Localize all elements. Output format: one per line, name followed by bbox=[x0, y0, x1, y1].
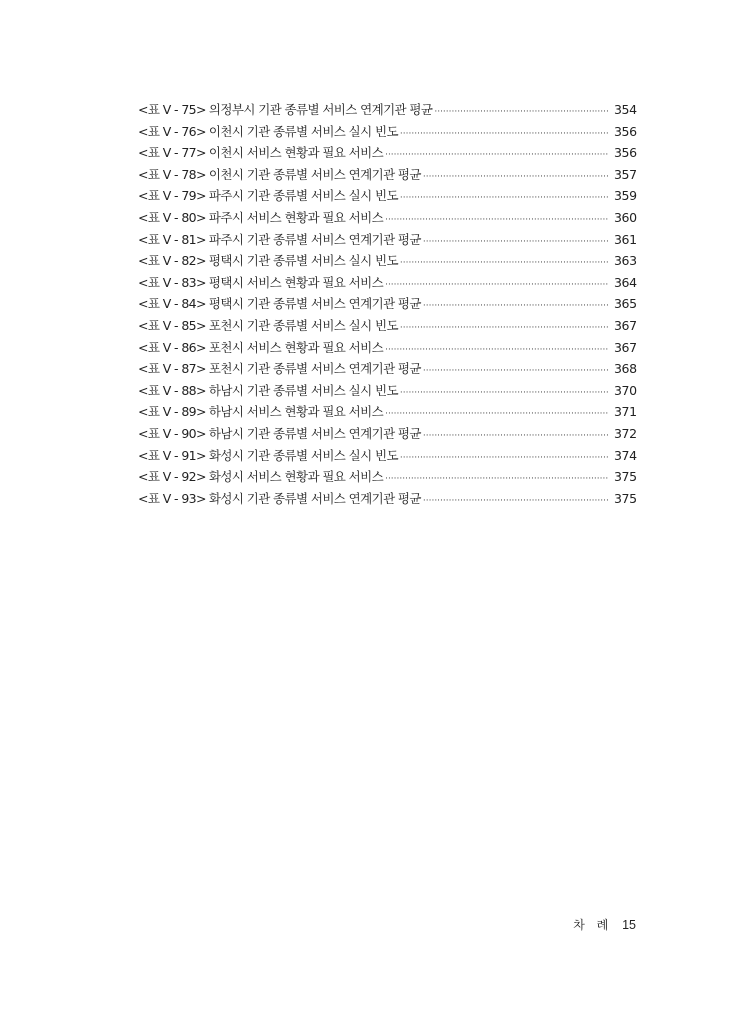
entry-page-number: 364 bbox=[614, 274, 637, 290]
entry-label: <표 Ⅴ - 93> bbox=[138, 490, 206, 506]
entry-label: <표 Ⅴ - 83> bbox=[138, 274, 206, 290]
entry-label: <표 Ⅴ - 81> bbox=[138, 231, 206, 247]
toc-entry bbox=[138, 207, 636, 229]
page-footer bbox=[573, 916, 636, 933]
entry-label: <표 Ⅴ - 91> bbox=[138, 447, 206, 463]
entry-label: <표 Ⅴ - 90> bbox=[138, 425, 206, 441]
entry-page-number: 371 bbox=[614, 404, 637, 420]
entry-label: <표 Ⅴ - 80> bbox=[138, 209, 206, 225]
entry-page-number: 375 bbox=[614, 490, 637, 506]
entry-title: 하남시 기관 종류별 서비스 실시 빈도 bbox=[208, 382, 398, 398]
entry-page-number: 361 bbox=[614, 231, 637, 247]
entry-label: <표 Ⅴ - 92> bbox=[138, 469, 206, 485]
entry-page-number: 363 bbox=[614, 253, 637, 269]
entry-title: 화성시 서비스 현황과 필요 서비스 bbox=[208, 469, 384, 485]
toc-entry bbox=[138, 121, 636, 143]
entry-page-number: 357 bbox=[614, 166, 637, 182]
entry-title: 포천시 기관 종류별 서비스 실시 빈도 bbox=[208, 317, 398, 333]
entry-page-number: 374 bbox=[614, 447, 637, 463]
toc-entry bbox=[138, 99, 636, 121]
entry-label: <표 Ⅴ - 77> bbox=[138, 145, 206, 161]
entry-label: <표 Ⅴ - 89> bbox=[138, 404, 206, 420]
entry-label: <표 Ⅴ - 82> bbox=[138, 253, 206, 269]
toc-entry bbox=[138, 423, 636, 445]
entry-page-number: 367 bbox=[614, 339, 637, 355]
entry-page-number: 365 bbox=[614, 296, 637, 312]
entry-title: 포천시 기관 종류별 서비스 연계기관 평균 bbox=[208, 361, 421, 377]
entry-title: 평택시 기관 종류별 서비스 실시 빈도 bbox=[208, 253, 398, 269]
toc-entry bbox=[138, 272, 636, 294]
entry-page-number: 370 bbox=[614, 382, 637, 398]
entry-title: 이천시 기관 종류별 서비스 실시 빈도 bbox=[208, 123, 398, 139]
toc-entry bbox=[138, 293, 636, 315]
entry-page-number: 372 bbox=[614, 425, 637, 441]
toc-entry bbox=[138, 185, 636, 207]
entry-title: 포천시 서비스 현황과 필요 서비스 bbox=[208, 339, 384, 355]
entry-title: 이천시 서비스 현황과 필요 서비스 bbox=[208, 145, 384, 161]
entry-label: <표 Ⅴ - 87> bbox=[138, 361, 206, 377]
toc-entry bbox=[138, 488, 636, 510]
entry-title: 화성시 기관 종류별 서비스 연계기관 평균 bbox=[208, 490, 421, 506]
table-of-contents-list bbox=[138, 99, 636, 509]
entry-title: 평택시 기관 종류별 서비스 연계기관 평균 bbox=[208, 296, 421, 312]
footer-page-number: 15 bbox=[622, 918, 636, 932]
entry-title: 하남시 서비스 현황과 필요 서비스 bbox=[208, 404, 384, 420]
toc-entry bbox=[138, 401, 636, 423]
entry-title: 파주시 기관 종류별 서비스 연계기관 평균 bbox=[208, 231, 421, 247]
toc-entry bbox=[138, 445, 636, 467]
entry-label: <표 Ⅴ - 85> bbox=[138, 317, 206, 333]
entry-title: 의정부시 기관 종류별 서비스 연계기관 평균 bbox=[208, 102, 433, 117]
entry-page-number: 368 bbox=[614, 361, 637, 377]
entry-label: <표 Ⅴ - 76> bbox=[138, 123, 206, 139]
entry-title: 화성시 기관 종류별 서비스 실시 빈도 bbox=[208, 447, 398, 463]
entry-page-number: 356 bbox=[614, 123, 637, 139]
entry-page-number: 360 bbox=[614, 209, 637, 225]
entry-title: 이천시 기관 종류별 서비스 연계기관 평균 bbox=[208, 166, 421, 182]
entry-title: 하남시 기관 종류별 서비스 연계기관 평균 bbox=[208, 425, 421, 441]
entry-page-number: 356 bbox=[614, 145, 637, 161]
dot-leader bbox=[423, 488, 608, 513]
entry-page-number: 367 bbox=[614, 317, 637, 333]
entry-label: <표 Ⅴ - 84> bbox=[138, 296, 206, 312]
entry-title: 평택시 서비스 현황과 필요 서비스 bbox=[208, 274, 384, 290]
toc-entry bbox=[138, 466, 636, 488]
toc-entry bbox=[138, 315, 636, 337]
entry-label: <표 Ⅴ - 78> bbox=[138, 166, 206, 182]
entry-title: 파주시 서비스 현황과 필요 서비스 bbox=[208, 209, 384, 225]
entry-page-number: 375 bbox=[614, 469, 637, 485]
toc-entry bbox=[138, 142, 636, 164]
entry-page-number: 354 bbox=[614, 102, 637, 117]
toc-entry bbox=[138, 380, 636, 402]
entry-label: <표 Ⅴ - 75> bbox=[138, 102, 206, 117]
entry-label: <표 Ⅴ - 86> bbox=[138, 339, 206, 355]
entry-label: <표 Ⅴ - 88> bbox=[138, 382, 206, 398]
footer-section-label: 차 례 bbox=[573, 918, 613, 932]
entry-label: <표 Ⅴ - 79> bbox=[138, 188, 206, 204]
toc-entry bbox=[138, 358, 636, 380]
toc-entry bbox=[138, 229, 636, 251]
entry-title: 파주시 기관 종류별 서비스 실시 빈도 bbox=[208, 188, 398, 204]
entry-page-number: 359 bbox=[614, 188, 637, 204]
toc-entry bbox=[138, 164, 636, 186]
toc-entry bbox=[138, 250, 636, 272]
toc-entry bbox=[138, 337, 636, 359]
